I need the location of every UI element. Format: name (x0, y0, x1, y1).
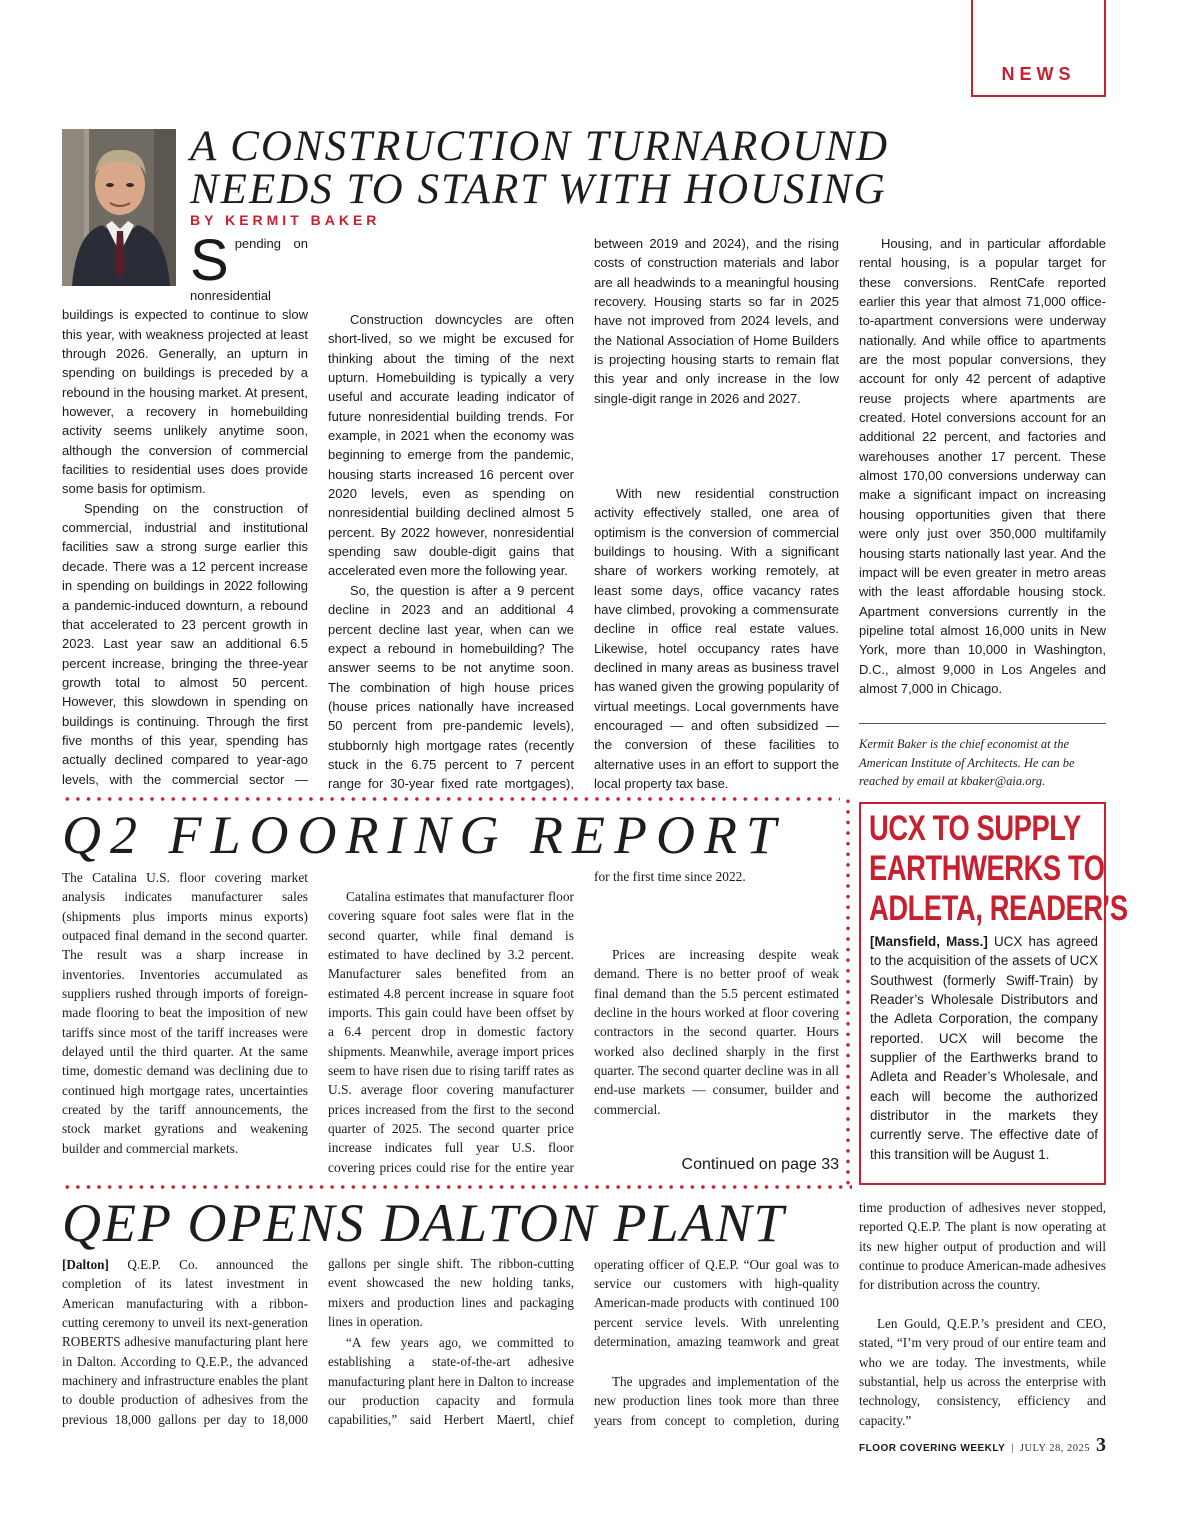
article-paragraph-continued: time production of adhesives never stopped, reported Q.E.P. The plant is now operating at its new higher output of production and will continue to produce American-made adhesives for distribution across the country. (859, 1200, 1106, 1293)
article-column-2b (328, 310, 574, 792)
article-paragraph-continued: operating officer of Q.E.P. “Our goal was to service our customers with high-quality American-made products with continued 100 percent service levels. With unrelenting determination, amazing teamwork and great (594, 1256, 839, 1350)
article-paragraph: So, the question is after a 9 percent decline in 2023 and an additional 4 percent decline last year, when can we expect a rebound in homebuilding? The answer seems to be not anytime soon. The combination of high house prices (house prices nationally have increased 50 percent from pre-pandemic levels), stubbornly high mortgage rates (recently stuck in the 6.75 percent to 7 percent range for 30-year fixed rate mortgages), (328, 582, 574, 792)
article-headline (190, 125, 950, 211)
article-column-3 (594, 868, 839, 946)
article-column-3b (594, 1372, 839, 1430)
article-headline: QEP OPENS DALTON PLANT (62, 1193, 786, 1253)
sidebar-text: UCX has agreed to the acquisition of the assets of UCX Southwest (formerly Swiff-Train) by Reader’s Wholesale Distributors and the Adleta Corporation, the company reported. UCX will become the supplier of the Earthwerks brand to Adleta and Reader’s Wholesale, and each will become the authorized distributor in the markets they currently serve. The effective date of this transition will be August 1. (870, 934, 1098, 1162)
article-column-1 (62, 868, 308, 1178)
article-dateline: [Dalton] (62, 1257, 109, 1272)
sidebar-dateline: [Mansfield, Mass.] (870, 934, 988, 949)
sidebar-news-box (859, 802, 1128, 1185)
article-column-4 (859, 1198, 1106, 1315)
byline: BY KERMIT BAKER (190, 212, 381, 228)
article-column-3b (594, 484, 839, 792)
article-paragraph: With new residential construction activity effectively stalled, one area of optimism is the conversion of commercial buildings to housing. With a significant share of workers working remotely, at least some days, office vacancy rates have climbed, provoking a commensurate decline in office real estate values. Likewise, hotel occupancy rates have declined in many areas as business travel has waned given the growing popularity of virtual meetings. Local governments have encouraged — and often subsidized — the conversion of these facilities to alternative uses in an effort to support the local property tax base. (594, 486, 839, 792)
article-paragraph: Catalina estimates that manufacturer floor covering square foot sales were flat in the second quarter, while final demand is estimated to have declined by 3.2 percent. Manufacturer sales benefited from an estimated 4.8 percent increase in square foot imports. This gain could have been offset by a 6.4 percent drop in domestic factory shipments. Meanwhile, average import prices seem to have risen due to rising tariff rates as U.S. average floor covering manufacturer prices increased from the first to the second quarter of 2025. The second quarter price increase indicates full year U.S. floor covering prices could rise for the entire year (328, 889, 574, 1175)
sidebar-headline (869, 809, 1128, 929)
section-divider-vertical (845, 796, 851, 1187)
sidebar-headline-line: EARTHWERKS TO (869, 849, 1105, 888)
article-paragraph: Q.E.P. Co. announced the completion of its latest investment in American manufacturing with a ribbon-cutting ceremony to unveil its next-generation ROBERTS adhesive manufacturing plant here in Dalton. According to Q.E.P., the advanced machinery and infrastructure enables the plant to double production of adhesives from the previous 18,000 gallons per day to 18,000 (62, 1257, 308, 1427)
article-column-3 (594, 1255, 839, 1352)
publication-name: FLOOR COVERING WEEKLY (859, 1443, 1006, 1454)
article-column-1 (62, 1255, 308, 1430)
section-divider (62, 796, 840, 802)
article-column-2 (328, 1255, 574, 1333)
headline-line-2: NEEDS TO START WITH HOUSING (190, 166, 887, 213)
issue-date: JULY 28, 2025 (1019, 1443, 1090, 1454)
article-column-2b (328, 887, 574, 1178)
article-column-4 (859, 234, 1106, 718)
article-paragraph: “A few years ago, we committed to establishing a state-of-the-art adhesive manufacturing plant here in Dalton to increase our production capacity and formula capabilities,” said Herbert Maertl, chief (328, 1335, 574, 1428)
section-tab (971, 0, 1106, 97)
article-paragraph: pending on nonresidential buildings is expected to continue to slow this year, with weakness projected at least through 2026. Generally, an upturn in spending on buildings is preceded by a rebound in the housing market. At present, however, a recovery in homebuilding activity seems unlikely anytime soon, although the conversion of commercial facilities to residential uses does provide some basis for optimism. (62, 236, 308, 497)
page-footer (730, 1434, 1106, 1457)
article-paragraph: Len Gould, Q.E.P.’s president and CEO, stated, “I’m very proud of our entire team and who we are today. The investments, while substantial, help us across the enterprise with technology, consistency, efficiency and capacity.” (859, 1316, 1106, 1428)
article-paragraph: Construction downcycles are often short-lived, so we might be excused for thinking about the timing of the next upturn. Homebuilding is typically a very useful and accurate leading indicator of future nonresidential building trends. For example, in 2021 when the economy was beginning to emerge from the pandemic, housing starts increased 16 percent over 2020 levels, even as spending on nonresidential building declined almost 5 percent. By 2022 however, nonresidential spending saw double-digit gains that accelerated even more the following year. (328, 312, 574, 579)
footer-separator: | (1011, 1443, 1014, 1454)
article-headline: Q2 FLOORING REPORT (62, 805, 785, 865)
article-paragraph: The upgrades and implementation of the new production lines took more than three years from concept to completion, during (594, 1374, 839, 1428)
article-column-4b (859, 1314, 1106, 1432)
photo-spacer (62, 234, 190, 291)
author-bio: Kermit Baker is the chief economist at the American Institute of Architects. He can be reached by email at kbaker@aia.org. (859, 737, 1075, 788)
sidebar-headline-line: ADLETA, READER’S (869, 889, 1128, 928)
page-number: 3 (1096, 1434, 1106, 1456)
article-paragraph-continued: for the first time since 2022. (594, 869, 746, 885)
section-divider (62, 1184, 852, 1190)
article-paragraph-continued: between 2019 and 2024), and the rising costs of construction materials and labor are all headwinds to a meaningful housing recovery. Housing starts so far in 2025 have not improved from 2024 levels, and the National Association of Home Builders is projecting housing starts to remain flat this year and only increase in the low single-digit range in 2026 and 2027. (594, 235, 839, 406)
continued-link[interactable]: Continued on page 33 (681, 1156, 839, 1173)
sidebar-headline-line: UCX TO SUPPLY (869, 809, 1081, 848)
article-column-3b (594, 945, 839, 1145)
article-paragraph: Spending on the construction of commercial, industrial and institutional facilities saw a strong surge earlier this decade. There was a 12 percent increase in spending on buildings in 2022 following a pandemic-induced downturn, a rebound that accelerated to 23 percent growth in 2023. Last year saw an additional 6.5 percent increase, bringing the three-year growth total to almost 50 percent. However, this slowdown in spending on buildings is continuing. Through the first five months of this year, spending has actually declined compared to year-ago levels, with the commercial sector — (62, 500, 308, 787)
article-paragraph-continued: gallons per single shift. The ribbon-cutting event showcased the new holding tanks, mixers and production lines and packaging lines in operation. (328, 1256, 574, 1330)
headline-line-1: A CONSTRUCTION TURNAROUND (190, 123, 890, 170)
article-column-1 (62, 234, 308, 792)
bio-divider (859, 723, 1106, 724)
article-paragraph: The Catalina U.S. floor covering market analysis indicates manufacturer sales (shipments plus imports minus exports) outpaced final demand in the second quarter. The result was a sharp increase in inventories. Inventories accumulated as suppliers rushed through imports of foreign-made flooring to beat the imposition of new tariffs since most of the tariff increases were delayed until the third quarter. At the same time, domestic demand was declining due to continued high mortgage rates, uncertainties created by the tariff announcements, the stock market gyrations and weakening builder and commercial markets. (62, 870, 308, 1156)
article-paragraph: Housing, and in particular affordable rental housing, is a popular target for these conversions. RentCafe reported earlier this year that almost 71,000 office-to-apartment conversions were underway nationally. And while office to apartments are the most popular conversions, they account for only 42 percent of adaptive reuse projects where apartments are created. Hotel conversions account for an additional 22 percent, and factories and warehouses another 17 percent. These almost 170,00 conversions underway can make a significant impact on increasing housing opportunities given that there were only just over 350,000 multifamily housing starts nationally last year. And the impact will be even greater in metro areas with the least affordable housing stock. Apartment conversions currently in the pipeline total almost 16,000 units in New York, more than 10,000 in Washington, D.C., almost 9,000 in Los Angeles and almost 7,000 in Chicago. (859, 236, 1106, 696)
article-column-2b (328, 1333, 574, 1430)
section-tab-label: NEWS (1001, 64, 1076, 84)
article-paragraph: Prices are increasing despite weak demand. There is no better proof of weak final demand than the 5.5 percent estimated decline in the hours worked at floor covering contractors in the second quarter. Hours worked also declined sharply in the first quarter. The second quarter decline was in all end-use markets — consumer, builder and commercial. (594, 947, 839, 1117)
drop-cap: S (190, 234, 229, 293)
sidebar-body (870, 932, 1098, 1164)
